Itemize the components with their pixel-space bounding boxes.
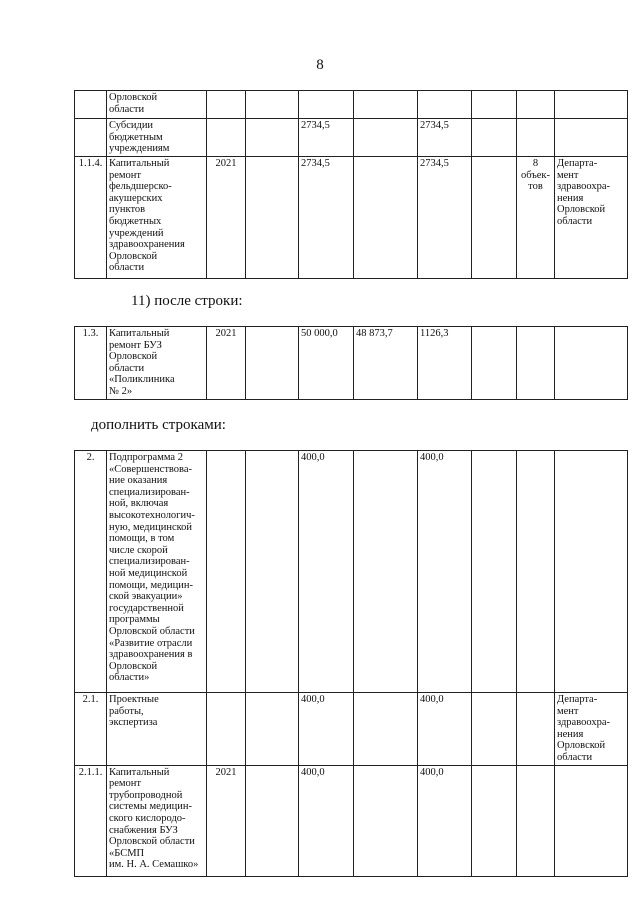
cell-target-indicator [517,693,555,766]
page-number: 8 [316,57,324,73]
cell-col-8 [472,451,517,693]
cell-col-8 [472,157,517,279]
cell-row-number: 1.3. [75,327,107,400]
cell-total-amount [299,91,354,119]
cell-target-indicator [517,119,555,157]
table-row [75,91,628,119]
cell-description: Подпрограмма 2 «Совершенствова- ние оказания специализирован- ной, включая высокотехнологич- ную, медицинской помощи, в том числе скорой специализирован- ной медицинской помощи, медицин- ской эвакуации» государственной программы Орловской области «Развитие отрасли здравоохранения в Орловской области» [107,451,207,693]
cell-federal-amount [354,91,418,119]
table-row [75,327,628,400]
cell-col-8 [472,693,517,766]
cell-executor: Департа- мент здравоохра- нения Орловской области [555,157,628,279]
cell-total-amount: 400,0 [299,451,354,693]
cell-executor: Департа- мент здравоохра- нения Орловской области [555,693,628,766]
cell-col-4 [246,765,299,876]
cell-description: Проектные работы, экспертиза [107,693,207,766]
cell-row-number: 1.1.4. [75,157,107,279]
cell-year [207,91,246,119]
cell-target-indicator [517,327,555,400]
table-row [75,765,628,876]
cell-executor [555,451,628,693]
cell-col-8 [472,765,517,876]
cell-col-4 [246,157,299,279]
cell-total-amount: 50 000,0 [299,327,354,400]
cell-target-indicator: 8 объек- тов [517,157,555,279]
cell-description: Субсидии бюджетным учреждениям [107,119,207,157]
cell-regional-amount: 1126,3 [418,327,472,400]
cell-target-indicator [517,765,555,876]
cell-year [207,693,246,766]
cell-executor [555,119,628,157]
cell-total-amount: 400,0 [299,693,354,766]
cell-description: Капитальный ремонт трубопроводной системы медицин- ского кислородо- снабжения БУЗ Орловской области «БСМП им. Н. А. Семашко» [107,765,207,876]
cell-regional-amount: 400,0 [418,693,472,766]
cell-description: Капитальный ремонт БУЗ Орловской области «Поликлиника № 2» [107,327,207,400]
cell-col-4 [246,327,299,400]
instruction-after-row: 11) после строки: [131,293,243,309]
cell-col-8 [472,327,517,400]
cell-regional-amount [418,91,472,119]
cell-federal-amount [354,765,418,876]
cell-total-amount: 2734,5 [299,119,354,157]
cell-description: Капитальный ремонт фельдшерско- акушерских пунктов бюджетных учреждений здравоохранения Орловской области [107,157,207,279]
continued-table [74,90,628,279]
table-row [75,119,628,157]
cell-year: 2021 [207,327,246,400]
cell-regional-amount: 2734,5 [418,157,472,279]
cell-col-8 [472,119,517,157]
cell-col-8 [472,91,517,119]
cell-federal-amount: 48 873,7 [354,327,418,400]
table-row [75,157,628,279]
cell-row-number: 2. [75,451,107,693]
cell-target-indicator [517,451,555,693]
cell-executor [555,91,628,119]
cell-total-amount: 2734,5 [299,157,354,279]
cell-target-indicator [517,91,555,119]
added-rows-table [74,450,628,877]
cell-total-amount: 400,0 [299,765,354,876]
cell-executor [555,765,628,876]
cell-col-4 [246,119,299,157]
reference-row-table [74,326,628,400]
cell-col-4 [246,91,299,119]
cell-federal-amount [354,693,418,766]
cell-year [207,119,246,157]
instruction-add-rows: дополнить строками: [91,417,226,433]
cell-regional-amount: 400,0 [418,765,472,876]
table-row [75,693,628,766]
cell-year [207,451,246,693]
cell-regional-amount: 400,0 [418,451,472,693]
cell-executor [555,327,628,400]
cell-year: 2021 [207,765,246,876]
cell-row-number [75,91,107,119]
table-row [75,451,628,693]
cell-col-4 [246,693,299,766]
cell-federal-amount [354,157,418,279]
cell-federal-amount [354,451,418,693]
cell-federal-amount [354,119,418,157]
cell-row-number: 2.1.1. [75,765,107,876]
cell-year: 2021 [207,157,246,279]
cell-col-4 [246,451,299,693]
cell-description: Орловской области [107,91,207,119]
cell-row-number: 2.1. [75,693,107,766]
cell-regional-amount: 2734,5 [418,119,472,157]
cell-row-number [75,119,107,157]
